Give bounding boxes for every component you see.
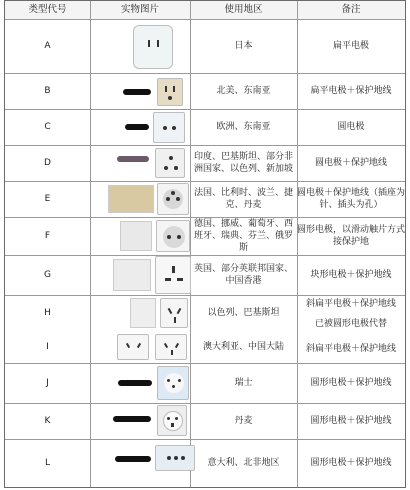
row-l-code: L [44, 458, 50, 468]
row-a-code: A [44, 41, 51, 51]
row-k-note: 圆形电极＋保护地线 [310, 416, 392, 426]
row-h-note-2: 已被圆形电极代替 [314, 319, 387, 329]
plug-d-icon [117, 156, 149, 162]
row-i-region: 澳大利亚、中国大陆 [202, 342, 284, 352]
plug-g-icon [113, 259, 151, 291]
row-e-code: E [44, 194, 51, 204]
row-f-code: F [44, 231, 51, 241]
socket-j-icon [157, 366, 189, 400]
socket-l-icon [155, 445, 195, 471]
row-h-code: H [44, 308, 51, 318]
row-c-note: 圆电极 [337, 122, 365, 132]
row-d-region: 印度、巴基斯坦、部分非洲国家、以色列、新加坡 [193, 152, 293, 174]
row-c-region: 欧洲、东南亚 [216, 122, 271, 132]
row-b-code: B [44, 86, 51, 96]
row-h-region: 以色列、巴基斯坦 [207, 308, 280, 318]
row-j-note: 圆形电极＋保护地线 [310, 378, 392, 388]
row-j-region: 瑞士 [234, 378, 253, 388]
socket-h-icon [160, 298, 188, 328]
plug-e-icon [108, 185, 154, 213]
plug-b-icon [123, 89, 151, 95]
row-b-region: 北美、东南亚 [216, 86, 271, 96]
row-g-code: G [44, 270, 51, 280]
row-d-note: 圆电极＋保护地线 [314, 158, 387, 168]
plug-k-icon [113, 416, 151, 422]
row-a-region: 日本 [234, 41, 253, 51]
socket-i-right-icon [155, 334, 187, 360]
socket-c-icon [153, 112, 185, 143]
row-a-note: 扁平电极 [332, 41, 369, 51]
row-f-note: 圆形电极，以滑动触片方式接保护地 [297, 225, 406, 247]
plug-c-icon [125, 124, 149, 130]
row-k-code: K [44, 416, 51, 426]
header-note: 备注 [341, 4, 361, 15]
plug-h-icon [130, 298, 156, 328]
socket-a-icon [133, 25, 173, 69]
socket-e-icon [157, 183, 189, 215]
row-i-note: 斜扁平电极＋保护地线 [305, 344, 396, 354]
row-h-note: 斜扁平电极＋保护地线 [305, 299, 396, 309]
socket-k-icon [157, 405, 187, 436]
row-g-note: 块形电极＋保护地线 [310, 270, 392, 280]
row-e-region: 法国、比利时、波兰、捷克、丹麦 [193, 188, 293, 210]
plug-j-icon [118, 380, 152, 386]
socket-g-icon [155, 256, 191, 294]
row-i-code: I [46, 342, 49, 352]
plug-f-icon [120, 221, 152, 251]
socket-i-left-icon [117, 334, 149, 360]
row-k-region: 丹麦 [234, 416, 253, 426]
row-b-note: 扁平电极＋保护地线 [310, 86, 392, 96]
row-d-code: D [44, 158, 51, 168]
row-l-region: 意大利、北非地区 [207, 458, 280, 468]
header-code: 类型代号 [28, 4, 67, 15]
socket-d-icon [155, 148, 185, 178]
row-g-region: 英国、部分英联邦国家、中国香港 [193, 264, 293, 286]
plug-types-table [4, 0, 406, 488]
socket-f-icon [156, 220, 190, 252]
row-f-region: 德国、挪威、葡萄牙、西班牙、瑞典、芬兰、俄罗斯 [193, 219, 293, 253]
plug-l-icon [115, 456, 151, 462]
row-e-note: 圆电极＋保护地线（插座为针、插头为孔） [297, 188, 406, 210]
header-photo: 实物图片 [120, 4, 159, 15]
row-l-note: 圆形电极＋保护地线 [310, 458, 392, 468]
row-j-code: J [46, 378, 49, 388]
socket-b-icon [157, 78, 183, 106]
row-c-code: C [44, 122, 51, 132]
header-region: 使用地区 [224, 4, 263, 15]
